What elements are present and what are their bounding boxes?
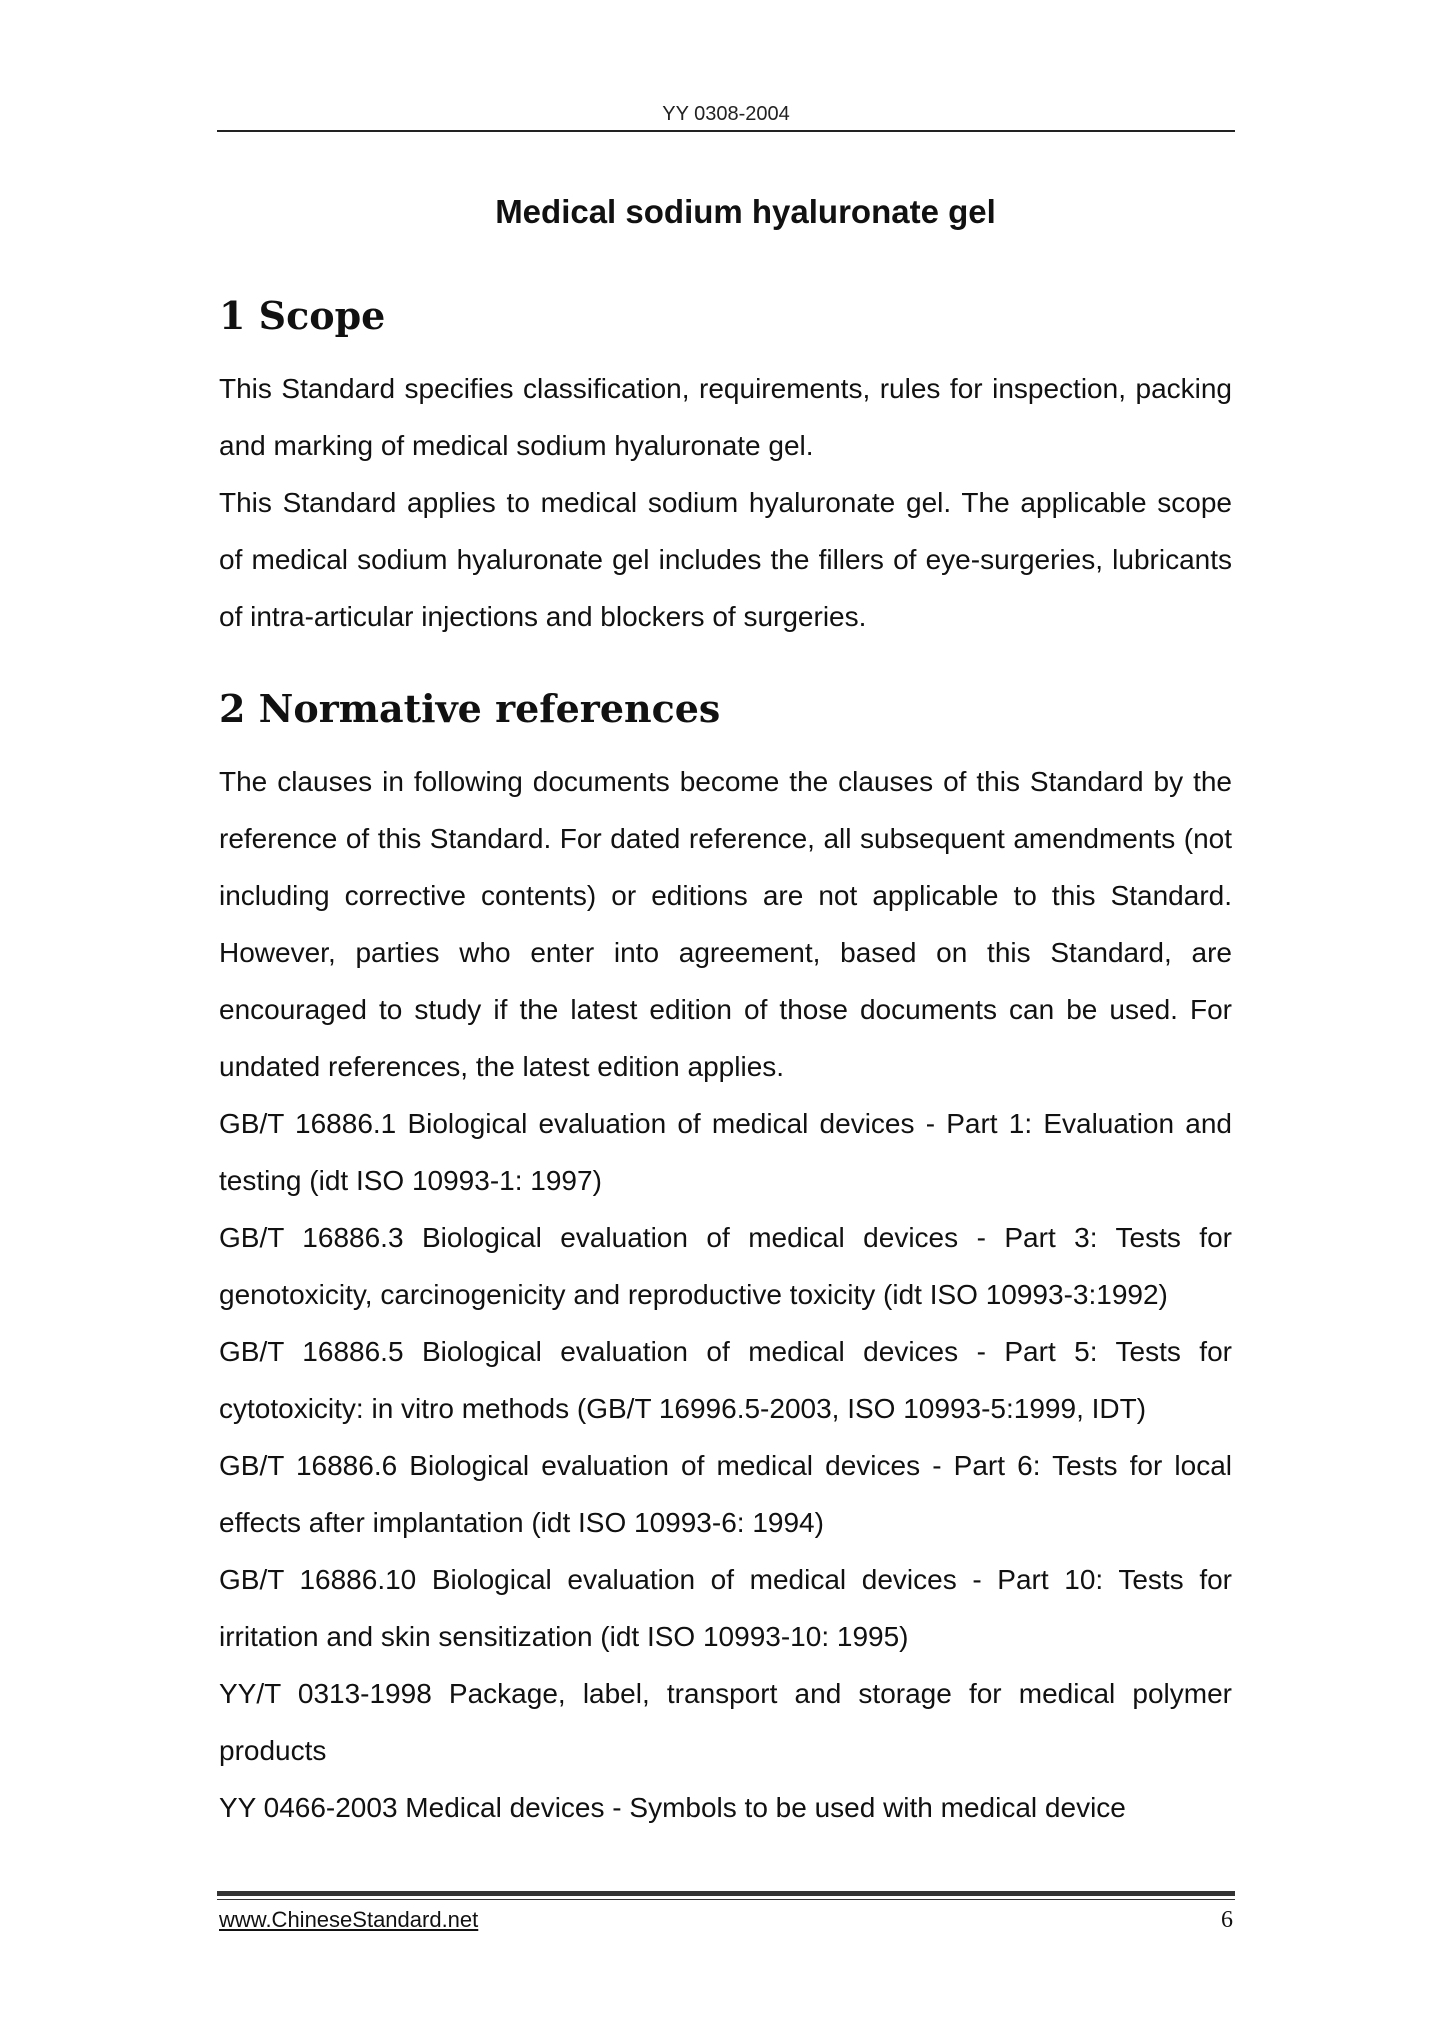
footer-divider-thin bbox=[217, 1899, 1235, 1900]
page-number: 6 bbox=[1221, 1907, 1233, 1933]
section-heading-normative-references: 2 Normative references bbox=[219, 686, 721, 731]
header-doc-code: YY 0308-2004 bbox=[662, 103, 790, 125]
running-header bbox=[217, 102, 1235, 126]
section-heading-scope: 1 Scope bbox=[219, 293, 386, 338]
reference-entry: YY 0466-2003 Medical devices - Symbols to be used with medical device bbox=[219, 1792, 1126, 1823]
reference-entry: GB/T 16886.6 Biological evaluation of medical devices - Part 6: Tests for local effects after implantation (idt ISO 10993-6: 1994) bbox=[219, 1450, 1232, 1538]
footer-divider-thick bbox=[217, 1891, 1235, 1896]
header-divider bbox=[217, 130, 1235, 132]
footer-website-link[interactable]: www.ChineseStandard.net bbox=[219, 1907, 479, 1932]
paragraph: This Standard specifies classification, requirements, rules for inspection, packing and marking of medical sodium hyaluronate gel. bbox=[219, 373, 1232, 461]
reference-entry: GB/T 16886.5 Biological evaluation of medical devices - Part 5: Tests for cytotoxicity: in vitro methods (GB/T 16996.5-2003, ISO 10993-5:1999, IDT) bbox=[219, 1336, 1232, 1424]
section-normative-references-body bbox=[219, 753, 1232, 1836]
reference-entry: YY/T 0313-1998 Package, label, transport and storage for medical polymer products bbox=[219, 1678, 1232, 1766]
section-scope-body bbox=[219, 360, 1232, 645]
paragraph: The clauses in following documents become the clauses of this Standard by the reference of this Standard. For dated reference, all subsequent amendments (not including corrective contents) or editions are not applicable to this Standard. However, parties who enter into agreement, based on this Standard, are encouraged to study if the latest edition of those documents can be used. For undated references, the latest edition applies. bbox=[219, 766, 1232, 1082]
document-title: Medical sodium hyaluronate gel bbox=[495, 193, 996, 230]
reference-entry: GB/T 16886.10 Biological evaluation of medical devices - Part 10: Tests for irritation and skin sensitization (idt ISO 10993-10: 1995) bbox=[219, 1564, 1232, 1652]
document-body bbox=[219, 180, 1232, 1836]
paragraph: This Standard applies to medical sodium hyaluronate gel. The applicable scope of medical sodium hyaluronate gel includes the fillers of eye-surgeries, lubricants of intra-articular injections and blockers of surgeries. bbox=[219, 487, 1232, 632]
reference-entry: GB/T 16886.3 Biological evaluation of medical devices - Part 3: Tests for genotoxicity, carcinogenicity and reproductive toxicity (idt ISO 10993-3:1992) bbox=[219, 1222, 1232, 1310]
reference-entry: GB/T 16886.1 Biological evaluation of medical devices - Part 1: Evaluation and testing (idt ISO 10993-1: 1997) bbox=[219, 1108, 1232, 1196]
